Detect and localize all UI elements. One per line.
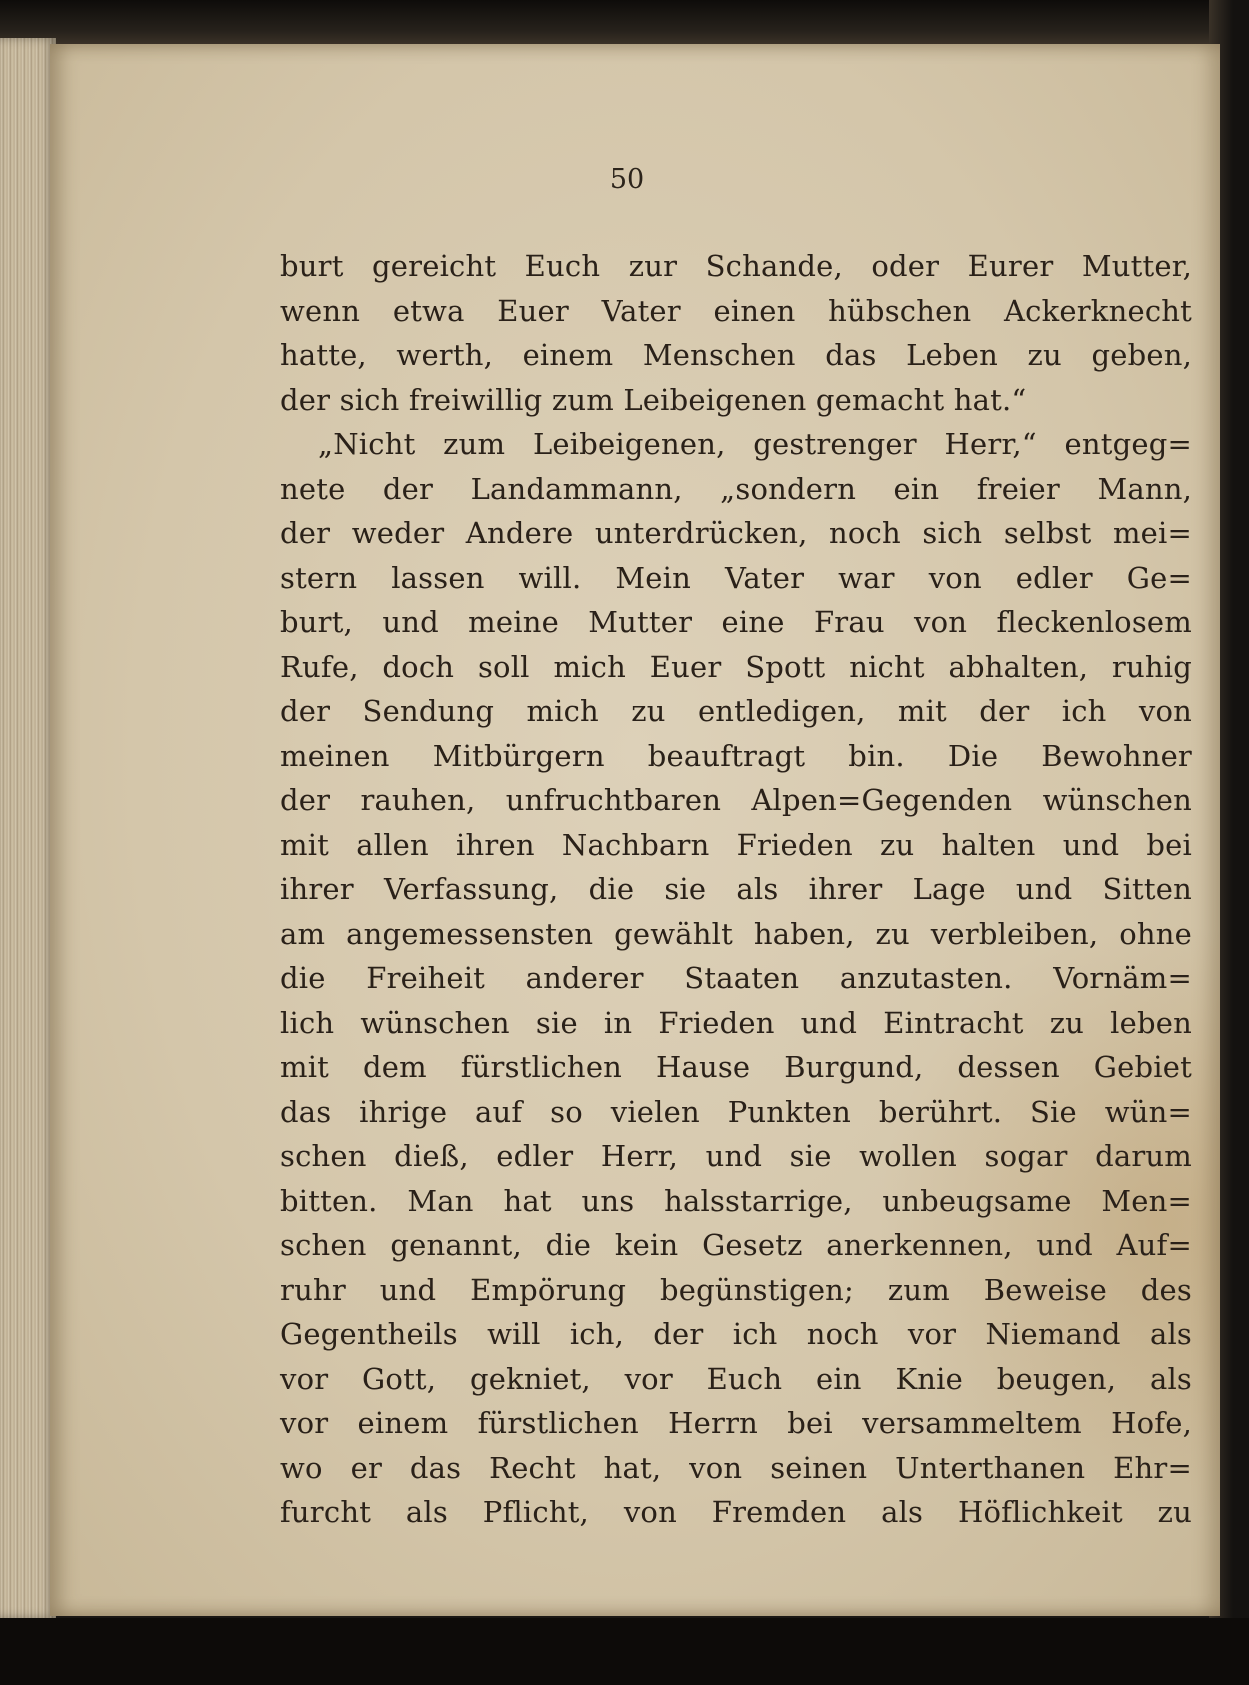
- text-line-25: Gegentheils will ich, der ich noch vor Niemand als: [280, 1317, 1192, 1351]
- text-line-21: schen dieß, edler Herr, und sie wollen sogar darum: [280, 1139, 1192, 1173]
- text-line-17: die Freiheit anderer Staaten anzutasten. Vornäm=: [280, 961, 1192, 995]
- text-line-12: meinen Mitbürgern beauftragt bin. Die Bewohner: [280, 738, 1192, 773]
- text-line-29: furcht als Pflicht, von Fremden als Höflichkeit zu: [280, 1495, 1192, 1529]
- text-line-10: Rufe, doch soll mich Euer Spott nicht abhalten, ruhig: [280, 649, 1192, 684]
- text-line-18: lich wünschen sie in Frieden und Eintracht zu leben: [280, 1005, 1192, 1040]
- text-line-7: der weder Andere unterdrücken, noch sich selbst mei=: [280, 516, 1192, 550]
- text-line-8: stern lassen will. Mein Vater war von edler Ge=: [280, 560, 1192, 595]
- text-line-20: das ihrige auf so vielen Punkten berührt. Sie wün=: [280, 1094, 1192, 1129]
- text-line-24: ruhr und Empörung begünstigen; zum Beweise des: [280, 1272, 1192, 1307]
- body-text: [280, 244, 1192, 1535]
- text-line-9: burt, und meine Mutter eine Frau von fleckenlosem: [280, 605, 1192, 639]
- bottom-dark-edge: [0, 1618, 1249, 1685]
- book-page: [50, 44, 1220, 1616]
- text-line-3: hatte, werth, einem Menschen das Leben zu geben,: [280, 338, 1192, 372]
- text-line-22: bitten. Man hat uns halsstarrige, unbeugsame Men=: [280, 1183, 1192, 1218]
- text-line-1: burt gereicht Euch zur Schande, oder Eurer Mutter,: [280, 249, 1192, 283]
- text-line-16: am angemessensten gewählt haben, zu verbleiben, ohne: [280, 916, 1192, 951]
- stacked-page-edges: [0, 38, 56, 1618]
- text-line-23: schen genannt, die kein Gesetz anerkennen, und Auf=: [280, 1228, 1192, 1262]
- text-line-27: vor einem fürstlichen Herrn bei versammeltem Hofe,: [280, 1406, 1192, 1440]
- text-line-5: „Nicht zum Leibeigenen, gestrenger Herr,“ entgeg=: [318, 427, 1192, 461]
- text-line-26: vor Gott, gekniet, vor Euch ein Knie beugen, als: [280, 1361, 1192, 1396]
- text-line-4: der sich freiwillig zum Leibeigenen gemacht hat.“: [280, 382, 1027, 417]
- text-line-15: ihrer Verfassung, die sie als ihrer Lage und Sitten: [280, 872, 1192, 906]
- text-line-28: wo er das Recht hat, von seinen Unterthanen Ehr=: [280, 1450, 1192, 1485]
- top-binding-edge: [0, 0, 1249, 44]
- text-line-6: nete der Landammann, „sondern ein freier Mann,: [280, 471, 1192, 506]
- text-line-11: der Sendung mich zu entledigen, mit der ich von: [280, 694, 1192, 728]
- text-line-2: wenn etwa Euer Vater einen hübschen Ackerknecht: [280, 293, 1192, 328]
- text-line-19: mit dem fürstlichen Hause Burgund, dessen Gebiet: [280, 1050, 1192, 1084]
- text-line-13: der rauhen, unfruchtbaren Alpen=Gegenden wünschen: [280, 783, 1192, 817]
- text-line-14: mit allen ihren Nachbarn Frieden zu halten und bei: [280, 827, 1192, 862]
- page-number: 50: [609, 164, 645, 195]
